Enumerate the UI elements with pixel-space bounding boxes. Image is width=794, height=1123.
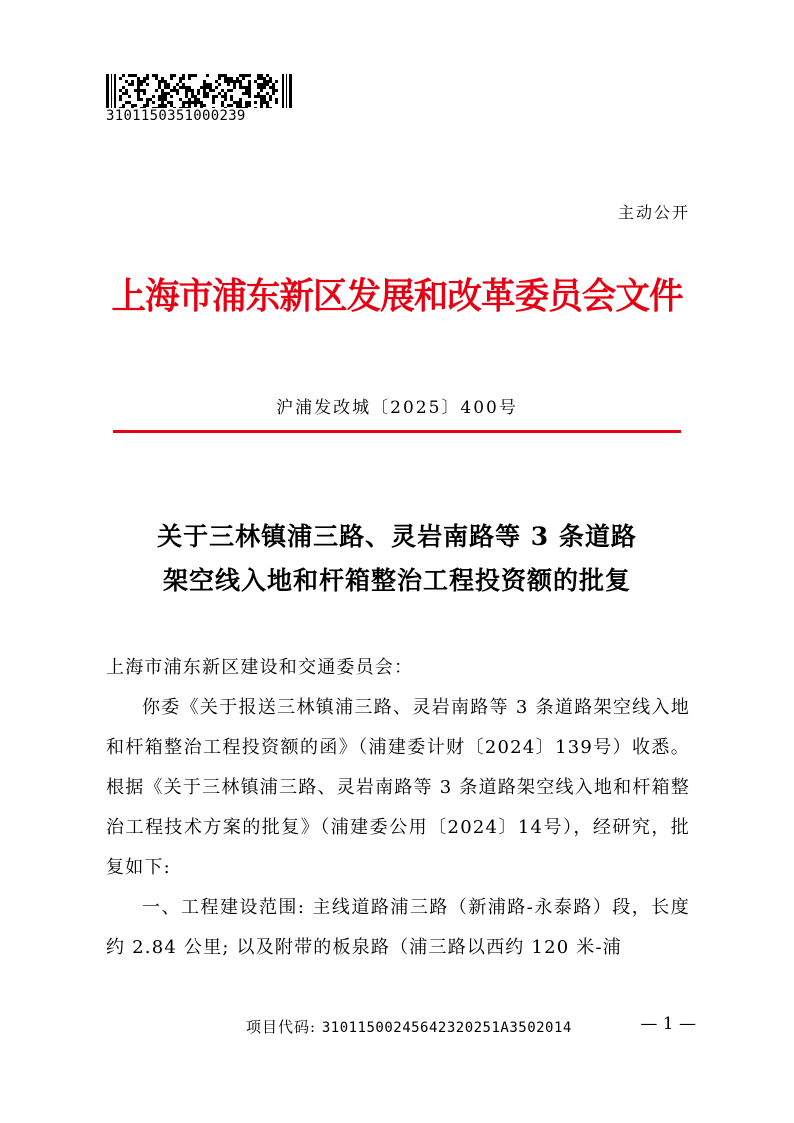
issuing-organization-title: 上海市浦东新区发展和改革委员会文件 xyxy=(111,275,683,317)
project-code-label: 项目代码: xyxy=(246,1018,317,1036)
project-code-footer xyxy=(246,1016,572,1037)
addressee: 上海市浦东新区建设和交通委员会： xyxy=(106,657,414,678)
document-body xyxy=(106,648,690,968)
subject-line-2: 架空线入地和杆箱整治工程投资额的批复 xyxy=(162,566,631,595)
barcode-image xyxy=(106,74,292,108)
document-number: 沪浦发改城〔2025〕400号 xyxy=(276,398,518,418)
red-separator-line xyxy=(113,430,681,433)
document-subject xyxy=(0,515,794,603)
subject-line-1: 关于三林镇浦三路、灵岩南路等 3 条道路 xyxy=(157,522,637,551)
disclosure-label: 主动公开 xyxy=(617,203,690,222)
page-number: — 1 — xyxy=(640,1014,696,1034)
barcode-number: 3101150351000239 xyxy=(106,108,246,124)
body-paragraph-1: 你委《关于报送三林镇浦三路、灵岩南路等 3 条道路架空线入地和杆箱整治工程投资额的函》（浦建委计财〔2024〕139号）收悉。根据《关于三林镇浦三路、灵岩南路等 3 条道路架空线入地和杆箱整治工程技术方案的批复》（浦建委公用〔2024〕14号），经研究，批复如下: xyxy=(106,697,690,878)
body-paragraph-2: 一、工程建设范围: 主线道路浦三路（新浦路-永泰路）段，长度约 2.84 公里; 以及附带的板泉路（浦三路以西约 120 米-浦 xyxy=(106,897,690,958)
project-code-value: 31011500245642320251A3502014 xyxy=(321,1020,572,1036)
